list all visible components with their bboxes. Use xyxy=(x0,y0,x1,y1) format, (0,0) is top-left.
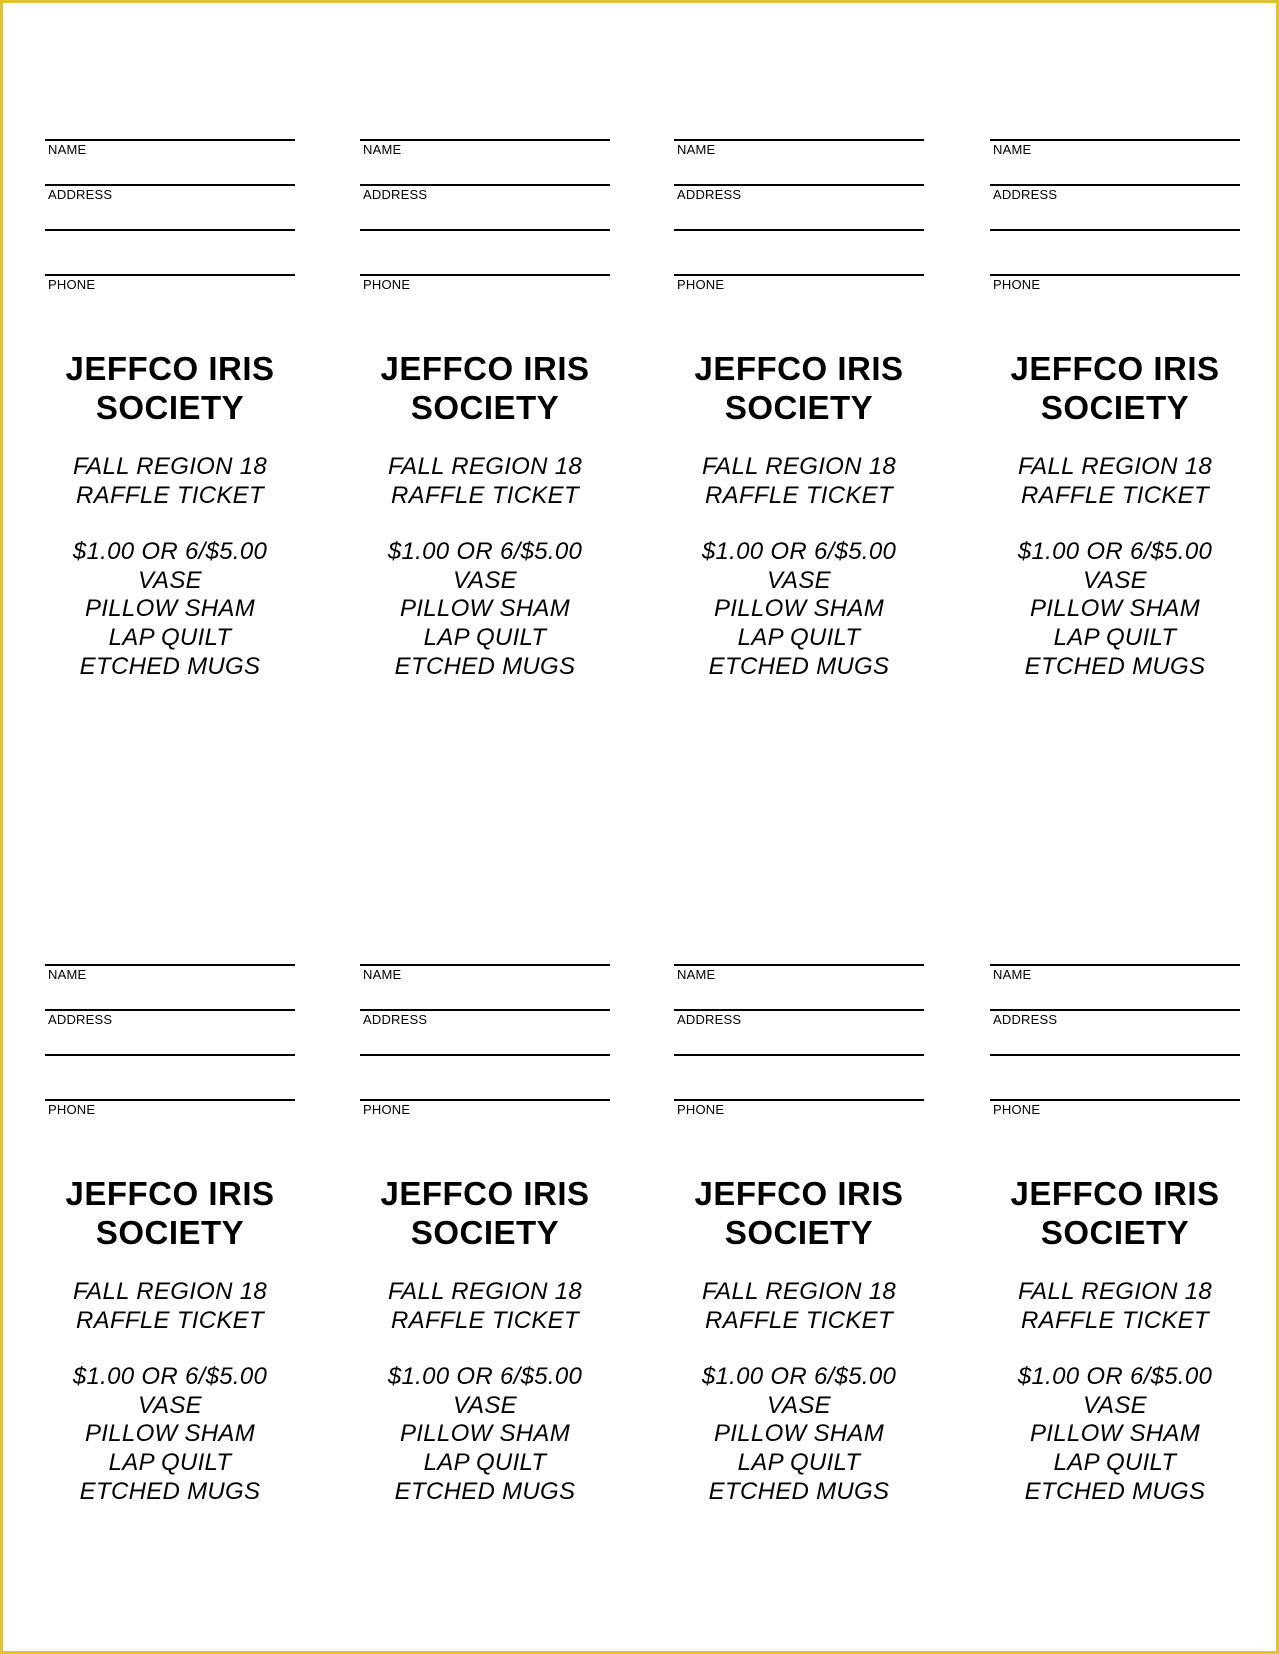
phone-label: PHONE xyxy=(363,1102,411,1117)
ticket-title xyxy=(970,349,1260,427)
raffle-ticket xyxy=(45,960,295,1520)
address-line-2 xyxy=(360,229,610,231)
prize-item: ETCHED MUGS xyxy=(708,1477,890,1505)
prize-item: LAP QUILT xyxy=(108,1448,232,1476)
title-line: SOCIETY xyxy=(95,1214,245,1251)
address-line-2 xyxy=(45,1054,295,1056)
raffle-ticket xyxy=(674,960,924,1520)
event-line: RAFFLE TICKET xyxy=(391,1306,579,1334)
address-label: ADDRESS xyxy=(677,1012,742,1027)
ticket-title xyxy=(25,1174,315,1252)
event-line: RAFFLE TICKET xyxy=(1021,1306,1209,1334)
event-line: FALL REGION 18 xyxy=(1017,1278,1213,1305)
ticket-title xyxy=(654,349,944,427)
name-line xyxy=(674,139,924,141)
phone-label: PHONE xyxy=(993,277,1041,292)
title-line: SOCIETY xyxy=(724,389,874,426)
phone-line xyxy=(360,1099,610,1101)
prize-item: VASE xyxy=(138,566,202,594)
address-line-2 xyxy=(45,229,295,231)
address-line xyxy=(674,1009,924,1011)
phone-label: PHONE xyxy=(993,1102,1041,1117)
name-line xyxy=(360,964,610,966)
prize-item: ETCHED MUGS xyxy=(79,652,261,680)
ticket-title xyxy=(340,1174,630,1252)
address-line xyxy=(45,184,295,186)
name-label: NAME xyxy=(677,967,716,982)
prize-item: VASE xyxy=(1083,1391,1147,1419)
title-line: JEFFCO IRIS xyxy=(1010,350,1220,387)
address-line-2 xyxy=(674,1054,924,1056)
event-line: FALL REGION 18 xyxy=(701,453,897,480)
address-line-2 xyxy=(360,1054,610,1056)
prize-item: ETCHED MUGS xyxy=(79,1477,261,1505)
title-line: SOCIETY xyxy=(1040,1214,1190,1251)
event-line: FALL REGION 18 xyxy=(387,1278,583,1305)
name-line xyxy=(990,139,1240,141)
phone-label: PHONE xyxy=(363,277,411,292)
name-line xyxy=(360,139,610,141)
address-label: ADDRESS xyxy=(48,187,113,202)
address-line xyxy=(674,184,924,186)
prize-item: PILLOW SHAM xyxy=(714,1420,884,1448)
prize-item: ETCHED MUGS xyxy=(1024,652,1206,680)
prize-item: ETCHED MUGS xyxy=(394,1477,576,1505)
prize-item: ETCHED MUGS xyxy=(394,652,576,680)
address-line-2 xyxy=(990,1054,1240,1056)
name-label: NAME xyxy=(993,142,1032,157)
ticket-details xyxy=(970,1278,1260,1506)
name-label: NAME xyxy=(48,142,87,157)
address-label: ADDRESS xyxy=(48,1012,113,1027)
ticket-details xyxy=(25,453,315,681)
raffle-ticket xyxy=(360,960,610,1520)
name-line xyxy=(45,964,295,966)
title-line: JEFFCO IRIS xyxy=(694,350,904,387)
price-line: $1.00 OR 6/$5.00 xyxy=(1017,538,1213,566)
phone-line xyxy=(45,1099,295,1101)
name-line xyxy=(45,139,295,141)
prize-item: VASE xyxy=(767,1391,831,1419)
price-line: $1.00 OR 6/$5.00 xyxy=(1017,1363,1213,1391)
event-line: FALL REGION 18 xyxy=(72,453,268,480)
prize-item: ETCHED MUGS xyxy=(708,652,890,680)
name-label: NAME xyxy=(363,142,402,157)
title-line: JEFFCO IRIS xyxy=(65,1175,275,1212)
title-line: SOCIETY xyxy=(410,389,560,426)
prize-item: LAP QUILT xyxy=(108,623,232,651)
phone-label: PHONE xyxy=(48,1102,96,1117)
title-line: JEFFCO IRIS xyxy=(1010,1175,1220,1212)
name-line xyxy=(674,964,924,966)
address-line xyxy=(45,1009,295,1011)
event-line: FALL REGION 18 xyxy=(701,1278,897,1305)
prize-item: VASE xyxy=(453,566,517,594)
ticket-title xyxy=(340,349,630,427)
address-line-2 xyxy=(674,229,924,231)
title-line: JEFFCO IRIS xyxy=(380,1175,590,1212)
prize-item: PILLOW SHAM xyxy=(714,595,884,623)
address-label: ADDRESS xyxy=(363,1012,428,1027)
prize-item: VASE xyxy=(1083,566,1147,594)
address-line-2 xyxy=(990,229,1240,231)
address-line xyxy=(990,1009,1240,1011)
address-line xyxy=(990,184,1240,186)
ticket-details xyxy=(970,453,1260,681)
prize-item: LAP QUILT xyxy=(1053,1448,1177,1476)
prize-item: ETCHED MUGS xyxy=(1024,1477,1206,1505)
ticket-details xyxy=(340,1278,630,1506)
event-line: RAFFLE TICKET xyxy=(705,1306,893,1334)
event-line: FALL REGION 18 xyxy=(1017,453,1213,480)
phone-line xyxy=(674,274,924,276)
title-line: SOCIETY xyxy=(724,1214,874,1251)
prize-item: VASE xyxy=(767,566,831,594)
prize-item: PILLOW SHAM xyxy=(1030,595,1200,623)
raffle-ticket xyxy=(674,135,924,695)
event-line: RAFFLE TICKET xyxy=(76,481,264,509)
prize-item: VASE xyxy=(453,1391,517,1419)
ticket-details xyxy=(654,453,944,681)
address-label: ADDRESS xyxy=(993,187,1058,202)
price-line: $1.00 OR 6/$5.00 xyxy=(72,1363,268,1391)
event-line: RAFFLE TICKET xyxy=(1021,481,1209,509)
raffle-ticket xyxy=(990,960,1240,1520)
phone-line xyxy=(990,1099,1240,1101)
phone-line xyxy=(45,274,295,276)
title-line: JEFFCO IRIS xyxy=(380,350,590,387)
prize-item: LAP QUILT xyxy=(423,1448,547,1476)
phone-label: PHONE xyxy=(48,277,96,292)
ticket-title xyxy=(970,1174,1260,1252)
address-line xyxy=(360,1009,610,1011)
phone-line xyxy=(360,274,610,276)
price-line: $1.00 OR 6/$5.00 xyxy=(701,1363,897,1391)
prize-item: LAP QUILT xyxy=(737,623,861,651)
prize-item: PILLOW SHAM xyxy=(85,1420,255,1448)
price-line: $1.00 OR 6/$5.00 xyxy=(387,1363,583,1391)
ticket-details xyxy=(25,1278,315,1506)
price-line: $1.00 OR 6/$5.00 xyxy=(72,538,268,566)
phone-label: PHONE xyxy=(677,277,725,292)
name-label: NAME xyxy=(48,967,87,982)
name-label: NAME xyxy=(363,967,402,982)
prize-item: LAP QUILT xyxy=(1053,623,1177,651)
event-line: RAFFLE TICKET xyxy=(391,481,579,509)
phone-line xyxy=(674,1099,924,1101)
prize-item: LAP QUILT xyxy=(423,623,547,651)
name-label: NAME xyxy=(677,142,716,157)
prize-item: PILLOW SHAM xyxy=(1030,1420,1200,1448)
prize-item: PILLOW SHAM xyxy=(400,1420,570,1448)
phone-label: PHONE xyxy=(677,1102,725,1117)
event-line: FALL REGION 18 xyxy=(72,1278,268,1305)
raffle-ticket xyxy=(45,135,295,695)
ticket-title xyxy=(25,349,315,427)
prize-item: PILLOW SHAM xyxy=(400,595,570,623)
price-line: $1.00 OR 6/$5.00 xyxy=(701,538,897,566)
prize-item: VASE xyxy=(138,1391,202,1419)
event-line: RAFFLE TICKET xyxy=(76,1306,264,1334)
prize-item: LAP QUILT xyxy=(737,1448,861,1476)
raffle-ticket xyxy=(990,135,1240,695)
event-line: FALL REGION 18 xyxy=(387,453,583,480)
title-line: JEFFCO IRIS xyxy=(694,1175,904,1212)
prize-item: PILLOW SHAM xyxy=(85,595,255,623)
title-line: SOCIETY xyxy=(95,389,245,426)
address-label: ADDRESS xyxy=(677,187,742,202)
price-line: $1.00 OR 6/$5.00 xyxy=(387,538,583,566)
title-line: SOCIETY xyxy=(1040,389,1190,426)
phone-line xyxy=(990,274,1240,276)
title-line: SOCIETY xyxy=(410,1214,560,1251)
address-label: ADDRESS xyxy=(993,1012,1058,1027)
address-label: ADDRESS xyxy=(363,187,428,202)
name-line xyxy=(990,964,1240,966)
event-line: RAFFLE TICKET xyxy=(705,481,893,509)
address-line xyxy=(360,184,610,186)
title-line: JEFFCO IRIS xyxy=(65,350,275,387)
name-label: NAME xyxy=(993,967,1032,982)
ticket-details xyxy=(654,1278,944,1506)
ticket-details xyxy=(340,453,630,681)
raffle-ticket xyxy=(360,135,610,695)
ticket-title xyxy=(654,1174,944,1252)
